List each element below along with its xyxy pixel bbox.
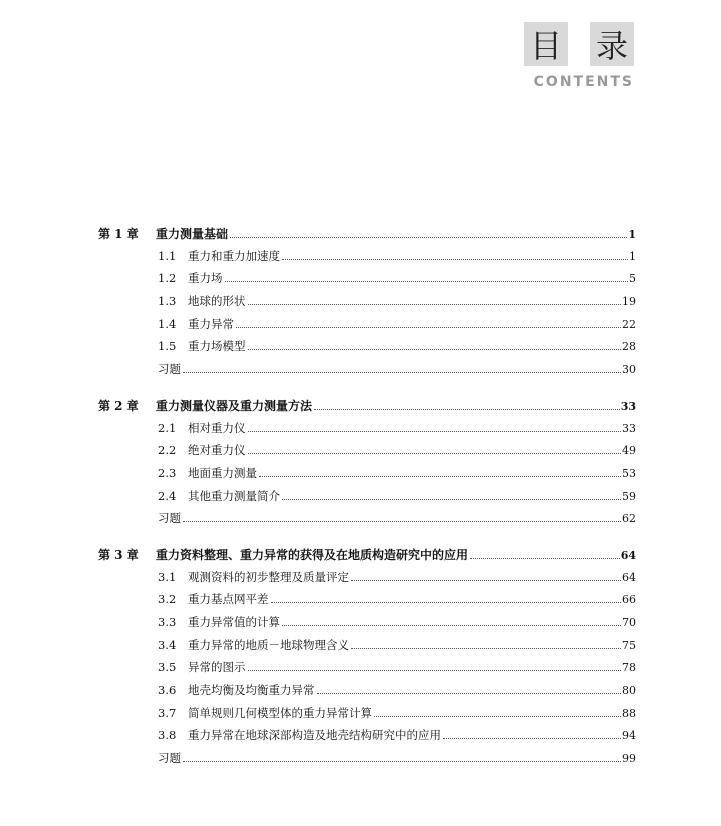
page-number: 59 [622,489,636,503]
page-number: 33 [622,421,636,435]
section-number: 3.2 [158,592,177,607]
dot-leader [248,670,622,671]
section-entry[interactable] [98,293,636,316]
dot-leader [351,648,621,649]
section-entry[interactable] [98,659,636,682]
section-entry[interactable] [98,727,636,750]
dot-leader [183,372,621,373]
page-number: 49 [622,444,636,458]
title-char-box: 目 [524,22,568,66]
section-title: 绝对重力仪 [188,443,246,458]
chapter-block [98,225,636,384]
section-title: 重力异常在地球深部构造及地壳结构研究中的应用 [188,728,441,743]
section-number: 3.8 [158,728,177,743]
exercise-entry[interactable] [98,750,636,773]
dot-leader [259,476,621,477]
chapter-title: 重力测量仪器及重力测量方法 [156,398,313,413]
section-title: 重力场模型 [188,339,246,354]
title-boxes [524,22,634,66]
page-number: 62 [622,512,636,526]
chapter-title: 重力测量基础 [156,227,229,241]
page-number: 33 [620,399,636,413]
dot-leader [183,761,621,762]
section-title: 重力和重力加速度 [188,248,280,263]
page-number: 64 [622,570,636,584]
section-title: 重力异常的地质－地球物理含义 [188,637,349,652]
chapter-entry[interactable] [98,397,636,420]
section-number: 3.7 [158,705,177,720]
dot-leader [248,453,622,454]
section-entry[interactable] [98,270,636,293]
exercise-title: 习题 [158,751,181,766]
dot-leader [248,349,622,350]
dot-leader [314,409,620,410]
page-number: 80 [622,684,636,698]
page-number: 53 [622,466,636,480]
title-char-box: 录 [590,22,634,66]
chapter-number: 第 1 章 [98,227,139,241]
page-number: 1 [628,228,636,241]
dot-leader [248,304,622,305]
section-number: 1.3 [158,294,177,309]
section-entry[interactable] [98,569,636,592]
section-title: 简单规则几何模型体的重力异常计算 [188,705,372,720]
page-number: 78 [622,661,636,675]
section-entry[interactable] [98,637,636,660]
page-number: 66 [622,593,636,607]
section-number: 3.6 [158,683,177,698]
toc-header [524,22,634,90]
contents-subtitle: CONTENTS [533,74,634,90]
exercise-entry[interactable] [98,510,636,533]
section-number: 1.5 [158,339,177,354]
section-entry[interactable] [98,488,636,511]
page-number: 75 [622,638,636,652]
exercise-title: 习题 [158,511,181,526]
table-of-contents [98,225,636,786]
dot-leader [183,521,621,522]
dot-leader [248,431,622,432]
dot-leader [271,602,622,603]
dot-leader [230,237,627,238]
page-number: 88 [622,706,636,720]
section-title: 重力场 [188,271,223,286]
section-title: 重力基点网平差 [188,592,269,607]
dot-leader [374,716,621,717]
page-number: 28 [622,340,636,354]
dot-leader [351,580,621,581]
chapter-title: 重力资料整理、重力异常的获得及在地质构造研究中的应用 [156,547,469,562]
dot-leader [236,327,621,328]
section-entry[interactable] [98,614,636,637]
chapter-block [98,397,636,533]
dot-leader [282,259,628,260]
section-number: 3.3 [158,615,177,629]
section-number: 1.2 [158,271,177,286]
section-title: 地球的形状 [188,294,246,309]
section-entry[interactable] [98,338,636,361]
exercise-entry[interactable] [98,361,636,384]
section-title: 重力异常 [188,316,234,331]
section-number: 2.3 [158,465,177,480]
page-number: 64 [620,548,636,562]
chapter-entry[interactable] [98,546,636,569]
dot-leader [443,738,621,739]
chapter-number: 第 2 章 [98,398,139,413]
section-number: 2.4 [158,488,177,503]
section-number: 1.1 [158,248,177,263]
dot-leader [282,625,621,626]
page-number: 22 [622,317,636,331]
exercise-title: 习题 [158,362,181,377]
section-entry[interactable] [98,420,636,443]
section-number: 1.4 [158,316,177,331]
dot-leader [317,693,622,694]
section-number: 3.4 [158,637,177,652]
page-number: 70 [622,616,636,629]
dot-leader [282,499,621,500]
page-number: 94 [622,729,636,743]
chapter-number: 第 3 章 [98,547,139,562]
section-number: 3.1 [158,569,177,584]
section-title: 其他重力测量简介 [188,488,280,503]
section-entry[interactable] [98,316,636,339]
chapter-entry[interactable] [98,225,636,248]
section-entry[interactable] [98,682,636,705]
section-entry[interactable] [98,465,636,488]
dot-leader [470,558,620,559]
page-number: 30 [622,363,636,377]
section-entry[interactable] [98,442,636,465]
section-title: 观测资料的初步整理及质量评定 [188,569,349,584]
section-number: 2.2 [158,443,177,458]
chapter-block [98,546,636,773]
page-number: 99 [622,752,636,766]
page-number: 19 [622,295,636,309]
section-title: 地壳均衡及均衡重力异常 [188,683,315,698]
dot-leader [225,281,629,282]
section-entry[interactable] [98,705,636,728]
section-title: 重力异常值的计算 [188,615,280,629]
section-number: 2.1 [158,420,177,435]
section-title: 异常的图示 [188,660,246,675]
page-number: 5 [629,272,636,286]
page-number: 1 [629,249,636,263]
section-entry[interactable] [98,248,636,271]
section-title: 相对重力仪 [188,420,246,435]
section-title: 地面重力测量 [188,465,257,480]
section-entry[interactable] [98,591,636,614]
section-number: 3.5 [158,660,177,675]
